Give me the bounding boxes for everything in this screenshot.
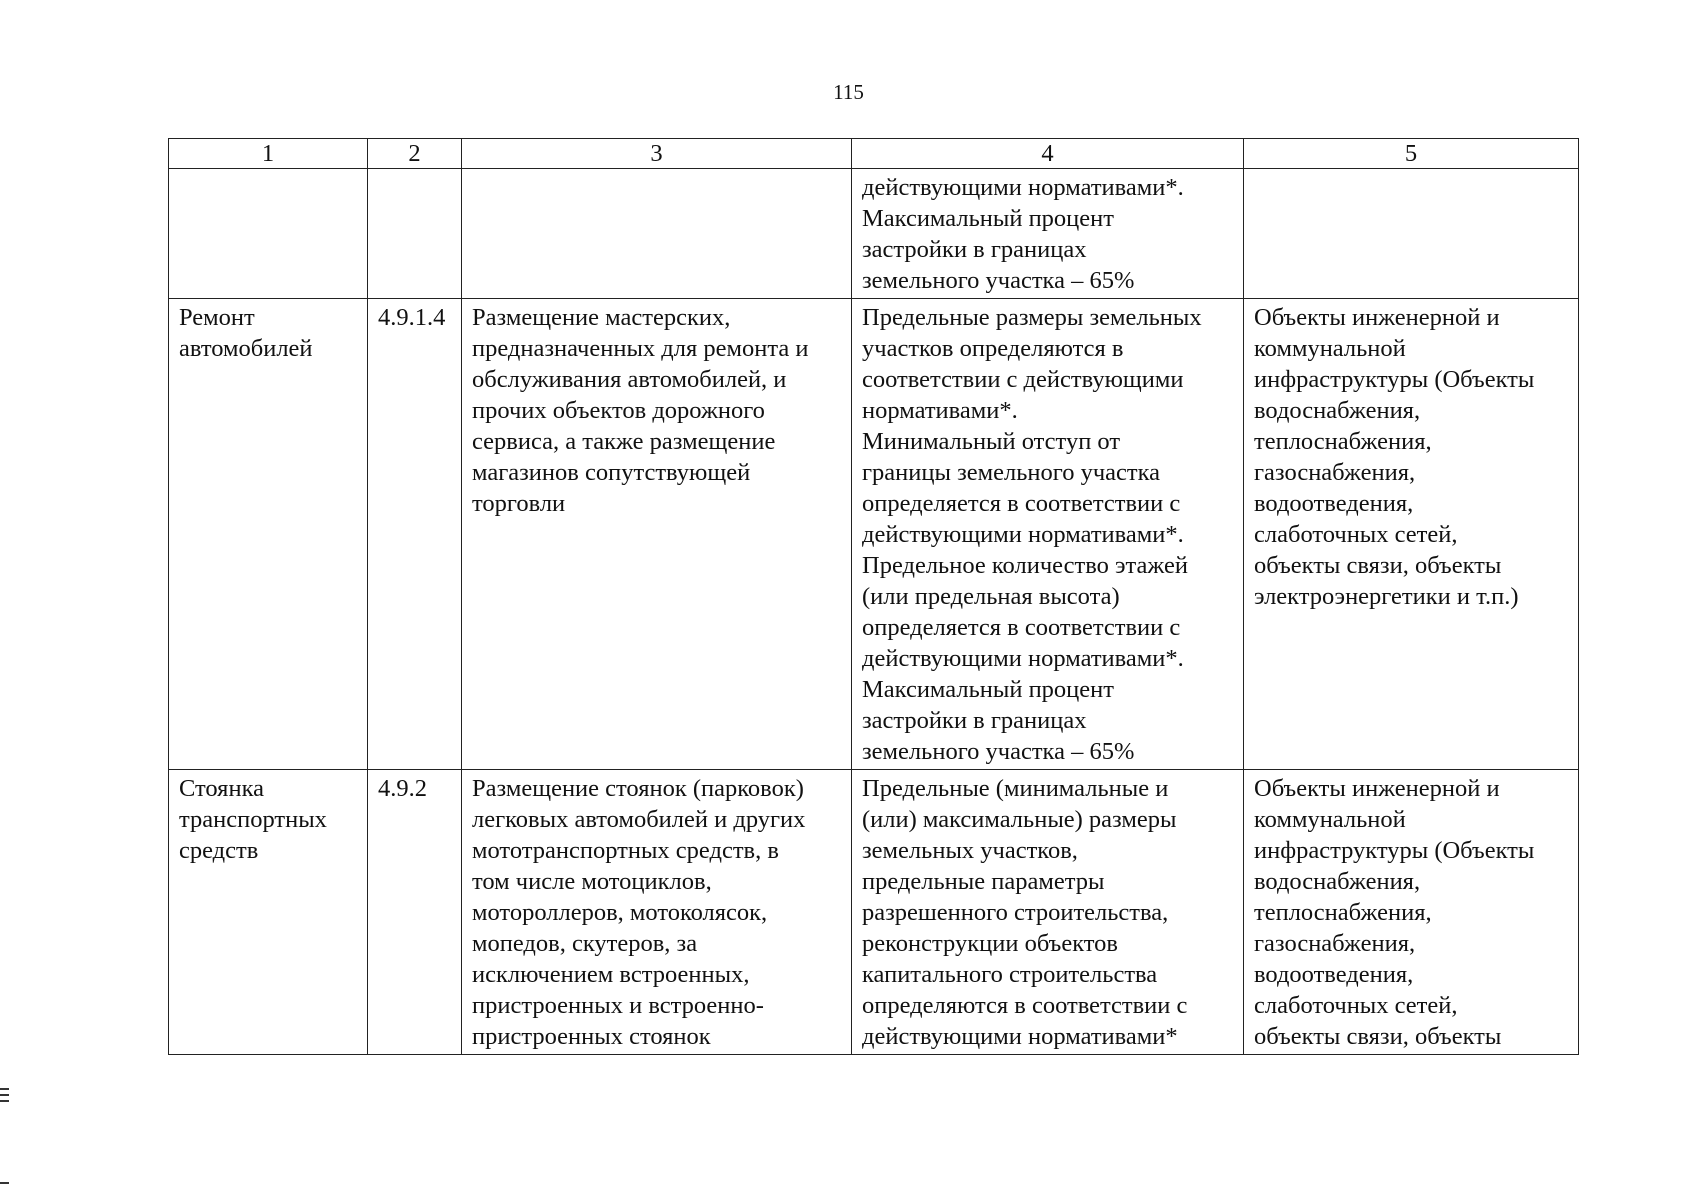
scan-mark	[0, 1088, 9, 1090]
cell-text-line: земельного участка – 65%	[862, 738, 1135, 765]
cell-text-line: капитального строительства	[862, 961, 1158, 988]
cell-text-line: (или) максимальные) размеры	[862, 806, 1177, 833]
cell-text-line: инфраструктуры (Объекты	[1254, 837, 1535, 864]
cell-text-line: водоотведения,	[1254, 961, 1414, 988]
cell-text-line: инфраструктуры (Объекты	[1254, 366, 1535, 393]
cell-text-line: действующими нормативами*.	[862, 174, 1184, 201]
cell-text-line: Стоянка	[179, 775, 264, 802]
cell-text-line: коммунальной	[1254, 806, 1406, 833]
cell-text-line: слаботочных сетей,	[1254, 992, 1458, 1019]
table-cell-col-4	[852, 169, 1244, 299]
cell-text-line: сервиса, а также размещение	[472, 428, 776, 455]
cell-text-line: Объекты инженерной и	[1254, 304, 1500, 331]
cell-code: 4.9.1.4	[378, 304, 446, 331]
header-cell-2: 2	[368, 139, 462, 169]
cell-text-line: торговли	[472, 490, 566, 517]
cell-text-line: электроэнергетики и т.п.)	[1254, 583, 1519, 610]
cell-text	[179, 302, 358, 364]
cell-text-line: предназначенных для ремонта и	[472, 335, 809, 362]
scan-mark	[0, 1182, 9, 1184]
cell-text-line: мототранспортных средств, в	[472, 837, 779, 864]
cell-text-line: застройки в границах	[862, 707, 1087, 734]
cell-text	[472, 302, 842, 519]
cell-text-line: Ремонт	[179, 304, 255, 331]
cell-text-line: нормативами*.	[862, 397, 1018, 424]
cell-text-line: магазинов сопутствующей	[472, 459, 751, 486]
table-cell-col-5	[1244, 299, 1579, 770]
cell-text-line: Максимальный процент	[862, 205, 1114, 232]
cell-text-line: определяется в соответствии с	[862, 490, 1181, 517]
table-cell-col-1	[169, 770, 368, 1055]
cell-code: 4.9.2	[378, 775, 427, 802]
cell-text-line: Максимальный процент	[862, 676, 1114, 703]
land-use-table	[168, 138, 1579, 1055]
table-cell-col-3	[462, 770, 852, 1055]
cell-text-line: границы земельного участка	[862, 459, 1161, 486]
table-row	[169, 299, 1579, 770]
cell-text-line: объекты связи, объекты	[1254, 1023, 1502, 1050]
cell-text-line: Размещение стоянок (парковок)	[472, 775, 804, 802]
cell-text-line: объекты связи, объекты	[1254, 552, 1502, 579]
cell-text-line: (или предельная высота)	[862, 583, 1120, 610]
cell-text	[862, 302, 1234, 767]
table-row	[169, 770, 1579, 1055]
cell-text-line: Минимальный отступ от	[862, 428, 1121, 455]
header-cell-5: 5	[1244, 139, 1579, 169]
cell-text-line: том числе мотоциклов,	[472, 868, 712, 895]
cell-text	[472, 773, 842, 1052]
cell-text-line: предельные параметры	[862, 868, 1105, 895]
table-row	[169, 169, 1579, 299]
cell-text-line: застройки в границах	[862, 236, 1087, 263]
cell-text-line: Предельные (минимальные и	[862, 775, 1169, 802]
cell-text-line: легковых автомобилей и других	[472, 806, 806, 833]
cell-text-line: исключением встроенных,	[472, 961, 750, 988]
cell-text-line: водоснабжения,	[1254, 397, 1421, 424]
cell-text	[179, 773, 358, 866]
cell-text-line: средств	[179, 837, 259, 864]
page-number: 115	[833, 80, 864, 104]
cell-text-line: газоснабжения,	[1254, 459, 1416, 486]
cell-text-line: коммунальной	[1254, 335, 1406, 362]
cell-text	[862, 773, 1234, 1052]
cell-text-line: земельных участков,	[862, 837, 1078, 864]
table-cell-col-2	[368, 169, 462, 299]
table-cell-col-3	[462, 169, 852, 299]
header-cell-4: 4	[852, 139, 1244, 169]
table-cell-col-2	[368, 299, 462, 770]
table-cell-col-5	[1244, 770, 1579, 1055]
header-cell-1: 1	[169, 139, 368, 169]
scan-mark	[0, 1100, 9, 1102]
table-cell-col-1	[169, 169, 368, 299]
cell-text-line: Предельные размеры земельных	[862, 304, 1202, 331]
cell-text-line: Объекты инженерной и	[1254, 775, 1500, 802]
cell-text-line: соответствии с действующими	[862, 366, 1184, 393]
cell-text-line: мотороллеров, мотоколясок,	[472, 899, 768, 926]
cell-text-line: транспортных	[179, 806, 327, 833]
cell-text-line: мопедов, скутеров, за	[472, 930, 698, 957]
cell-text-line: определяются в соответствии с	[862, 992, 1188, 1019]
cell-text-line: теплоснабжения,	[1254, 899, 1432, 926]
table-cell-col-1	[169, 299, 368, 770]
cell-text-line: земельного участка – 65%	[862, 267, 1135, 294]
cell-text-line: пристроенных и встроенно-	[472, 992, 764, 1019]
cell-text-line: слаботочных сетей,	[1254, 521, 1458, 548]
table-cell-col-4	[852, 299, 1244, 770]
table-cell-col-4	[852, 770, 1244, 1055]
cell-text-line: обслуживания автомобилей, и	[472, 366, 787, 393]
scan-mark	[0, 1094, 9, 1096]
cell-text-line: Размещение мастерских,	[472, 304, 731, 331]
header-row	[169, 139, 1579, 169]
cell-text-line: газоснабжения,	[1254, 930, 1416, 957]
cell-text-line: Предельное количество этажей	[862, 552, 1188, 579]
cell-text	[1254, 773, 1569, 1052]
cell-text-line: действующими нормативами*	[862, 1023, 1178, 1050]
cell-text	[1254, 302, 1569, 612]
cell-text-line: прочих объектов дорожного	[472, 397, 765, 424]
cell-text	[862, 172, 1234, 296]
cell-text-line: действующими нормативами*.	[862, 521, 1184, 548]
cell-text-line: разрешенного строительства,	[862, 899, 1169, 926]
cell-text-line: реконструкции объектов	[862, 930, 1118, 957]
table-cell-col-3	[462, 299, 852, 770]
cell-text-line: водоснабжения,	[1254, 868, 1421, 895]
table-cell-col-2	[368, 770, 462, 1055]
cell-text-line: действующими нормативами*.	[862, 645, 1184, 672]
cell-text-line: автомобилей	[179, 335, 313, 362]
table-cell-col-5	[1244, 169, 1579, 299]
cell-text-line: участков определяются в	[862, 335, 1124, 362]
cell-text-line: определяется в соответствии с	[862, 614, 1181, 641]
cell-text-line: водоотведения,	[1254, 490, 1414, 517]
cell-text-line: теплоснабжения,	[1254, 428, 1432, 455]
header-cell-3: 3	[462, 139, 852, 169]
cell-text-line: пристроенных стоянок	[472, 1023, 711, 1050]
